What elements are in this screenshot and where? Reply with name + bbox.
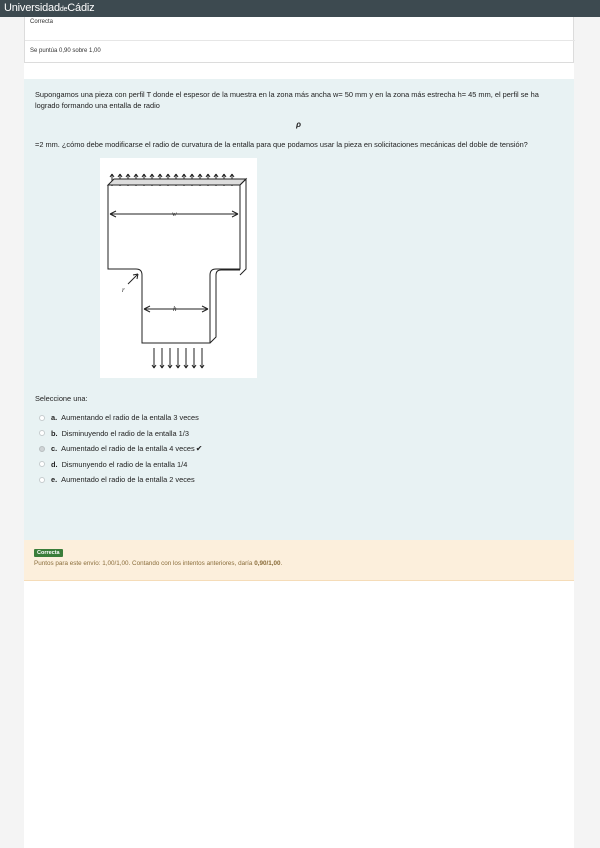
answer-option-e[interactable] [35,472,562,488]
question-formulation [24,79,574,540]
radio-c-selected[interactable] [39,446,45,452]
answer-letter: e. [51,475,58,485]
question-text-continued: =2 mm. ¿cómo debe modificarse el radio de curvatura de la entalla para que podamos usar la pieza en solicitaciones mecánicas del doble de tensión? [35,140,528,149]
answer-text: Aumentado el radio de la entalla 4 veces [61,444,195,454]
radio-a[interactable] [39,415,45,421]
page-content [24,17,574,848]
radio-b[interactable] [39,430,45,436]
question-text: Supongamos una pieza con perfil T donde el espesor de la muestra en la zona más ancha w= 50 mm y en la zona más estrecha h= 45 mm, el perfil se ha logrado formando una entalla de radio [35,90,539,110]
correct-badge: Correcta [34,549,63,557]
answer-option-c[interactable] [35,441,562,457]
answer-letter: c. [51,444,58,454]
answer-text: Dismunyendo el radio de la entalla 1/4 [61,459,188,469]
height-label: h [173,305,177,313]
answer-text: Aumentando el radio de la entalla 3 veces [61,413,199,423]
answer-list [35,410,562,488]
answer-option-d[interactable] [35,457,562,473]
question-grade: Se puntúa 0,90 sobre 1,00 [30,48,101,54]
rho-symbol: ρ [296,120,301,129]
question-info [24,17,574,63]
answer-letter: a. [51,413,58,423]
radius-label: r [122,286,125,294]
feedback-panel [24,540,574,581]
answer-text: Aumentado el radio de la entalla 2 veces [61,475,195,485]
width-label: w [172,210,177,218]
check-icon: ✔ [195,444,203,454]
answer-option-b[interactable] [35,426,562,442]
radio-e[interactable] [39,477,45,483]
answer-letter: d. [51,459,58,469]
info-divider [25,40,575,41]
question-state: Correcta [30,19,54,25]
grading-details: Puntos para este envío: 1,00/1,00. Contando con los intentos anteriores, daría 0,90/1,00. [34,560,283,567]
answer-option-a[interactable] [35,410,562,426]
answer-text: Disminuyendo el radio de la entalla 1/3 [61,428,189,438]
answer-letter: b. [51,428,58,438]
final-grade: 0,90/1,00 [254,560,281,567]
answer-prompt: Seleccione una: [35,394,88,403]
top-navbar [0,0,600,17]
brand-logo[interactable]: UniversidaddeCádiz [4,2,95,14]
t-profile-figure [100,158,257,378]
radio-d[interactable] [39,461,45,467]
